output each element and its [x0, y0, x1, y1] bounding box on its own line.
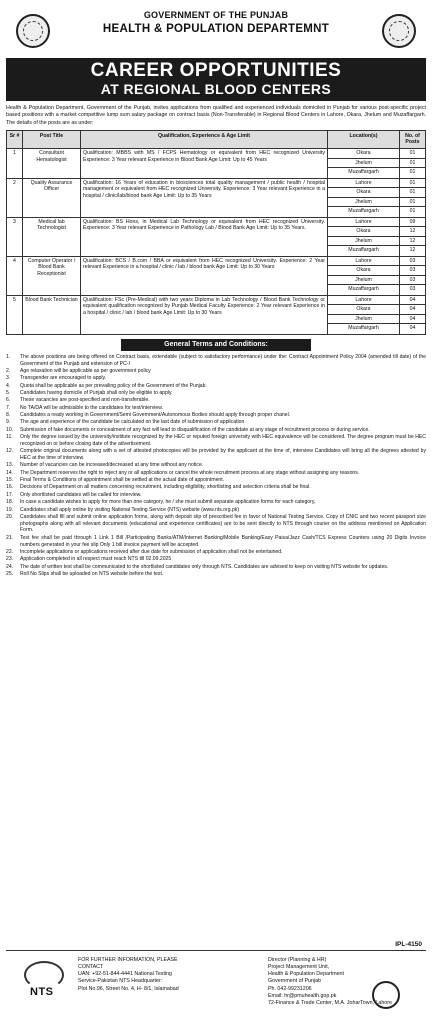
term-text: Quota shall be applicable as per prevailing policy of the Government of the Punjab. [20, 382, 207, 389]
term-number: 23. [6, 556, 14, 563]
list-item [6, 448, 426, 462]
row-posts [400, 178, 426, 217]
nts-logo-text: NTS [30, 986, 54, 998]
term-number: 8. [6, 412, 11, 419]
posts-cell: 01 [400, 198, 425, 208]
term-text: Final Terms & Conditions of appointment shall be settled at the actual date of appointment. [20, 477, 225, 484]
col-header-posts: No. of Posts [400, 130, 426, 149]
term-number: 21. [6, 534, 14, 541]
row-qualification: Qualification: 16 Years of education in biosciences total quality management / public health / hospital management or equivalent from HEC recognized University. Experience: 3 Year relevant Experience in a hospital / clinic/lab/blood bank Age Limit: Up to 35 Years [81, 178, 328, 217]
list-item [6, 354, 426, 368]
posts-cell: 04 [400, 315, 425, 325]
row-post-title: Blood Bank Technician [23, 295, 81, 334]
location-cell: Lahore [328, 296, 399, 306]
posts-cell: 03 [400, 257, 425, 267]
location-cell: Okara [328, 266, 399, 276]
row-qualification: Qualification: FSc (Pre-Medical) with two years Diploma in Lab Technology / Blood Bank Technology or equivalent qualification recognized by Punjab Medical Faculty Experience: 2 Year relevant Experience in a hospital / clinic / lab / blood bank Age Limit: Up to 30 Years [81, 295, 328, 334]
posts-cell: 01 [409, 208, 416, 215]
term-text: The Department reserves the right to reject any or all applications or cancel the whole recruitment process at any stage without assigning any reasons. [20, 469, 360, 476]
list-item [6, 419, 426, 426]
row-qualification: Qualification: MBBS with MS / FCPS Hematology or equivalent from HEC recognized University Experience: 3 Year relevant Experience in Blood Bank Age Limit: Up to 45 Years [81, 149, 328, 179]
term-text: Transgender are encouraged to apply. [20, 375, 107, 382]
term-number: 5. [6, 390, 11, 396]
location-cell: Muzaffargarh [348, 325, 379, 332]
location-cell: Muzaffargarh [348, 208, 379, 215]
table-row [7, 217, 426, 256]
posts-cell: 12 [400, 227, 425, 237]
list-item [6, 477, 426, 484]
row-posts [400, 217, 426, 256]
table-header-row [7, 130, 426, 149]
term-number: 12. [6, 448, 14, 455]
term-number: 3. [6, 375, 11, 382]
list-item [6, 427, 426, 434]
table-row [7, 149, 426, 179]
list-item [6, 507, 426, 514]
posts-cell: 12 [409, 247, 416, 254]
director-line: Health & Population Department [268, 971, 344, 978]
list-item [6, 375, 426, 382]
director-line: Ph. 042-99231206 [268, 985, 312, 992]
location-cell: Lahore [328, 218, 399, 228]
term-number: 14. [6, 469, 14, 476]
term-text: Candidates shall fill and submit online application forms, along with deposit slip of prescribed fee in favor of National Testing Service. Copy of CNIC and two recent passport size photographs along with all relevant documents (educational and experience certificates) are to be sent directly to NTS through courier on the address mentioned on Application Form. [20, 513, 426, 534]
col-header-locations: Location(s) [328, 130, 400, 149]
contact-line: UAN: +92-51-844-4441 National Testing [78, 971, 172, 978]
director-line: Government of Punjab [268, 978, 321, 985]
posts-cell: 04 [400, 296, 425, 306]
col-header-sr: Sr # [7, 130, 23, 149]
punjab-emblem-icon [16, 14, 50, 48]
row-locations [328, 178, 400, 217]
term-number: 25. [6, 571, 14, 578]
nts-logo-icon [20, 961, 68, 1005]
location-cell: Muzaffargarh [348, 286, 379, 293]
posts-cell: 01 [400, 149, 425, 159]
contact-line: FOR FURTHER INFORMATION, PLEASE [78, 957, 178, 963]
term-text: In case a candidate wishes to apply for more than one category, he / she must submit separate application forms for each category, [20, 499, 316, 506]
table-row [7, 178, 426, 217]
posts-cell: 01 [400, 188, 425, 198]
term-text: Incomplete applications or applications received after due date for submission of application shall not be entertained. [20, 548, 283, 555]
term-number: 17. [6, 491, 14, 498]
contact-block [78, 957, 228, 993]
term-number: 6. [6, 397, 11, 404]
list-item [6, 571, 426, 578]
row-sr: 3 [7, 217, 23, 256]
row-posts [400, 149, 426, 179]
term-text: Complete original documents along with a set of attested photocopies will be provided by the applicant at the time of, interview Candidates will bring all the degrees attested by HEC at the time of interview. [20, 448, 426, 462]
term-text: The age and experience of the candidate be calculated on the last date of submission of application. [20, 419, 246, 426]
row-posts [400, 256, 426, 295]
term-number: 20. [6, 513, 14, 520]
term-number: 10. [6, 426, 14, 433]
row-locations [328, 295, 400, 334]
term-text: Number of vacancies can be increased/decreased at any time without any notice. [20, 462, 204, 469]
location-cell: Jhelum [328, 159, 399, 169]
row-locations [328, 149, 400, 179]
term-text: Test fee shall be paid through 1 Link 1 Bill /Participating Banks/ATM/Internet Banking/Mobile Banking/Easy Paisa/Jazz Cash/TCS Express Counters using 20 Digits Invoice numbers generated in your fee slip Only 1 bill invoice payment will be accepted [20, 534, 426, 548]
term-number: 13. [6, 462, 14, 469]
health-dept-logo-icon [382, 14, 416, 48]
terms-list [6, 354, 426, 578]
department-title: HEALTH & POPULATION DEPARTEMNT [102, 22, 330, 35]
posts-cell: 12 [400, 237, 425, 247]
government-title: GOVERNMENT OF THE PUNJAB [143, 10, 289, 20]
term-number: 19. [6, 506, 14, 513]
list-item [6, 405, 426, 412]
posts-cell: 09 [400, 218, 425, 228]
row-post-title: Medical lab Technologist [23, 217, 81, 256]
list-item [6, 470, 426, 477]
list-item [6, 397, 426, 404]
list-item [6, 556, 426, 563]
list-item [6, 412, 426, 419]
row-posts [400, 295, 426, 334]
banner-title: CAREER OPPORTUNITIES [90, 60, 342, 81]
posts-cell: 03 [400, 276, 425, 286]
intro-paragraph: Health & Population Department, Government of the Punjab, invites applications from qualified and experienced individuals domiciled in Punjab for various post-specific project based positions with a market competitive lump sum salary package on contract basis (Non-Transferable) in Regional Blood Centers in Lahore, Okara, Jhelum and Muzaffargarh. The details of the posts are as under: [6, 105, 426, 126]
location-cell: Jhelum [328, 276, 399, 286]
posts-cell: 04 [409, 325, 416, 332]
term-text: Only the degree issued by the university/institute recognized by the HEC or reputed foreign university with HEC equivalence will be considered. The degree program must be HEC recognized on or before closing date of the advertisement. [20, 434, 426, 447]
list-item [6, 383, 426, 390]
row-locations [328, 256, 400, 295]
row-post-title: Computer Operator / Blood Bank Receptionist [23, 256, 81, 295]
term-number: 22. [6, 548, 14, 555]
list-item [6, 499, 426, 506]
list-item [6, 484, 426, 491]
location-cell: Lahore [328, 257, 399, 267]
posts-cell: 01 [400, 159, 425, 169]
list-item [6, 390, 426, 397]
term-number: 11. [6, 434, 13, 441]
list-item [6, 514, 426, 534]
row-post-title: Consultant Hematologist [23, 149, 81, 179]
row-post-title: Quality Assurance Officer [23, 178, 81, 217]
table-row [7, 256, 426, 295]
term-text: Roll No Slips shall be uploaded on NTS website before the test. [20, 571, 164, 578]
row-qualification: Qualification: BCS / B.com / BBA or equivalent from HEC recognized University. Experience: 2 Year relevant Experience in a hospital / clinic / lab / blood bank Age Limit: Up to 30 Years [81, 256, 328, 295]
row-locations [328, 217, 400, 256]
row-sr: 1 [7, 149, 23, 179]
term-number: 1. [6, 353, 11, 360]
term-number: 7. [6, 404, 11, 411]
list-item [6, 368, 426, 375]
term-text: Decisions of Department on all matters concerning recruitment, including eligibility, shortlisting and selection criteria shall be final. [20, 484, 311, 491]
location-cell: Okara [328, 305, 399, 315]
punjab-emblem-icon [372, 981, 400, 1009]
location-cell: Okara [328, 227, 399, 237]
ipl-number: IPL-4150 [395, 941, 422, 948]
contact-line: Plot No.96, Street No. 4, H- 8/1, Islamabad [78, 985, 179, 992]
location-cell: Okara [328, 188, 399, 198]
location-cell: Lahore [328, 179, 399, 189]
header [6, 10, 426, 58]
term-number: 4. [6, 382, 11, 389]
term-number: 15. [6, 477, 14, 484]
director-line: Project Management Unit, [268, 964, 330, 971]
director-email: Email: hr@pmuhealth.gop.pk [268, 992, 337, 999]
location-cell: Jhelum [328, 315, 399, 325]
terms-heading: General Terms and Conditions: [121, 339, 311, 351]
director-address: 72-Finance & Trade Center, M.A. JoharTown, Lahore [268, 999, 392, 1006]
posts-cell: 01 [409, 169, 416, 176]
list-item [6, 434, 426, 448]
term-text: Application completed in all respect must reach NTS till 02.09.2025 [20, 556, 172, 563]
contact-line: CONTACT [78, 964, 104, 971]
term-text: Only shortlisted candidates will be called for interview. [20, 491, 142, 498]
posts-cell: 01 [400, 179, 425, 189]
col-header-post: Post Title [23, 130, 81, 149]
posts-cell: 04 [400, 305, 425, 315]
row-sr: 4 [7, 256, 23, 295]
term-text: Submission of fake documents or concealment of any fact will lead to disqualification of the candidate at any stage of recruitment process or during service. [20, 426, 370, 433]
term-text: Candidates having domicile of Punjab shall only be eligible to apply. [20, 390, 173, 396]
location-cell: Okara [328, 149, 399, 159]
location-cell: Muzaffargarh [348, 169, 379, 176]
row-sr: 5 [7, 295, 23, 334]
term-number: 16. [6, 484, 14, 491]
location-cell: Jhelum [328, 237, 399, 247]
banner-subtitle: AT REGIONAL BLOOD CENTERS [100, 80, 332, 97]
table-row [7, 295, 426, 334]
posts-cell: 03 [400, 266, 425, 276]
term-text: Candidates shall apply online by visiting National Testing Service (NTS) website (www.nts.org.pk) [20, 506, 240, 513]
list-item [6, 564, 426, 571]
row-qualification: Qualification: BS Hons, in Medical Lab Technology or equivalent from HEC recognized University. Experience: 3 Year relevant Experience in Pathology Lab / Blood Bank Age Limit: Up to 35 Years. [81, 217, 328, 256]
list-item [6, 492, 426, 499]
footer [6, 941, 426, 1020]
col-header-qualification: Qualification, Experience & Age Limit [81, 130, 328, 149]
contact-line: Service-Pakistan NTS Headquarter: [78, 978, 163, 985]
term-text: The above positions are being offered on Contract basis, extendable (subject to satisfactory performance) under the: Contract Appointment Policy 2004 (amended till date) of the Government of the Punjab and extension of PC-I [20, 353, 426, 367]
location-cell: Muzaffargarh [348, 247, 379, 254]
location-cell: Jhelum [328, 198, 399, 208]
career-banner [6, 58, 426, 101]
posts-cell: 03 [409, 286, 416, 293]
term-number: 24. [6, 563, 14, 570]
term-text: Age relaxation will be applicable as per government policy [20, 367, 151, 374]
term-text: No TA/DA will be admissible to the candidates for test/interview. [20, 404, 164, 411]
term-number: 18. [6, 499, 14, 506]
term-text: The date of written test shall be communicated to the shortlisted candidates only through NTS. Candidates are advised to keep on visiting NTS website for updates. [20, 563, 389, 570]
director-line: Director (Planning & HR) [268, 957, 327, 963]
term-number: 9. [6, 419, 11, 426]
list-item [6, 462, 426, 469]
list-item [6, 549, 426, 556]
list-item [6, 535, 426, 549]
posts-table [6, 130, 426, 335]
term-text: Candidates a ready working in Government/Semi Government/Autonomous Bodies should apply through proper chanel. [20, 412, 291, 419]
term-number: 2. [6, 367, 11, 374]
term-text: These vacancies are post-specified and non-transferable. [20, 397, 150, 404]
row-sr: 2 [7, 178, 23, 217]
